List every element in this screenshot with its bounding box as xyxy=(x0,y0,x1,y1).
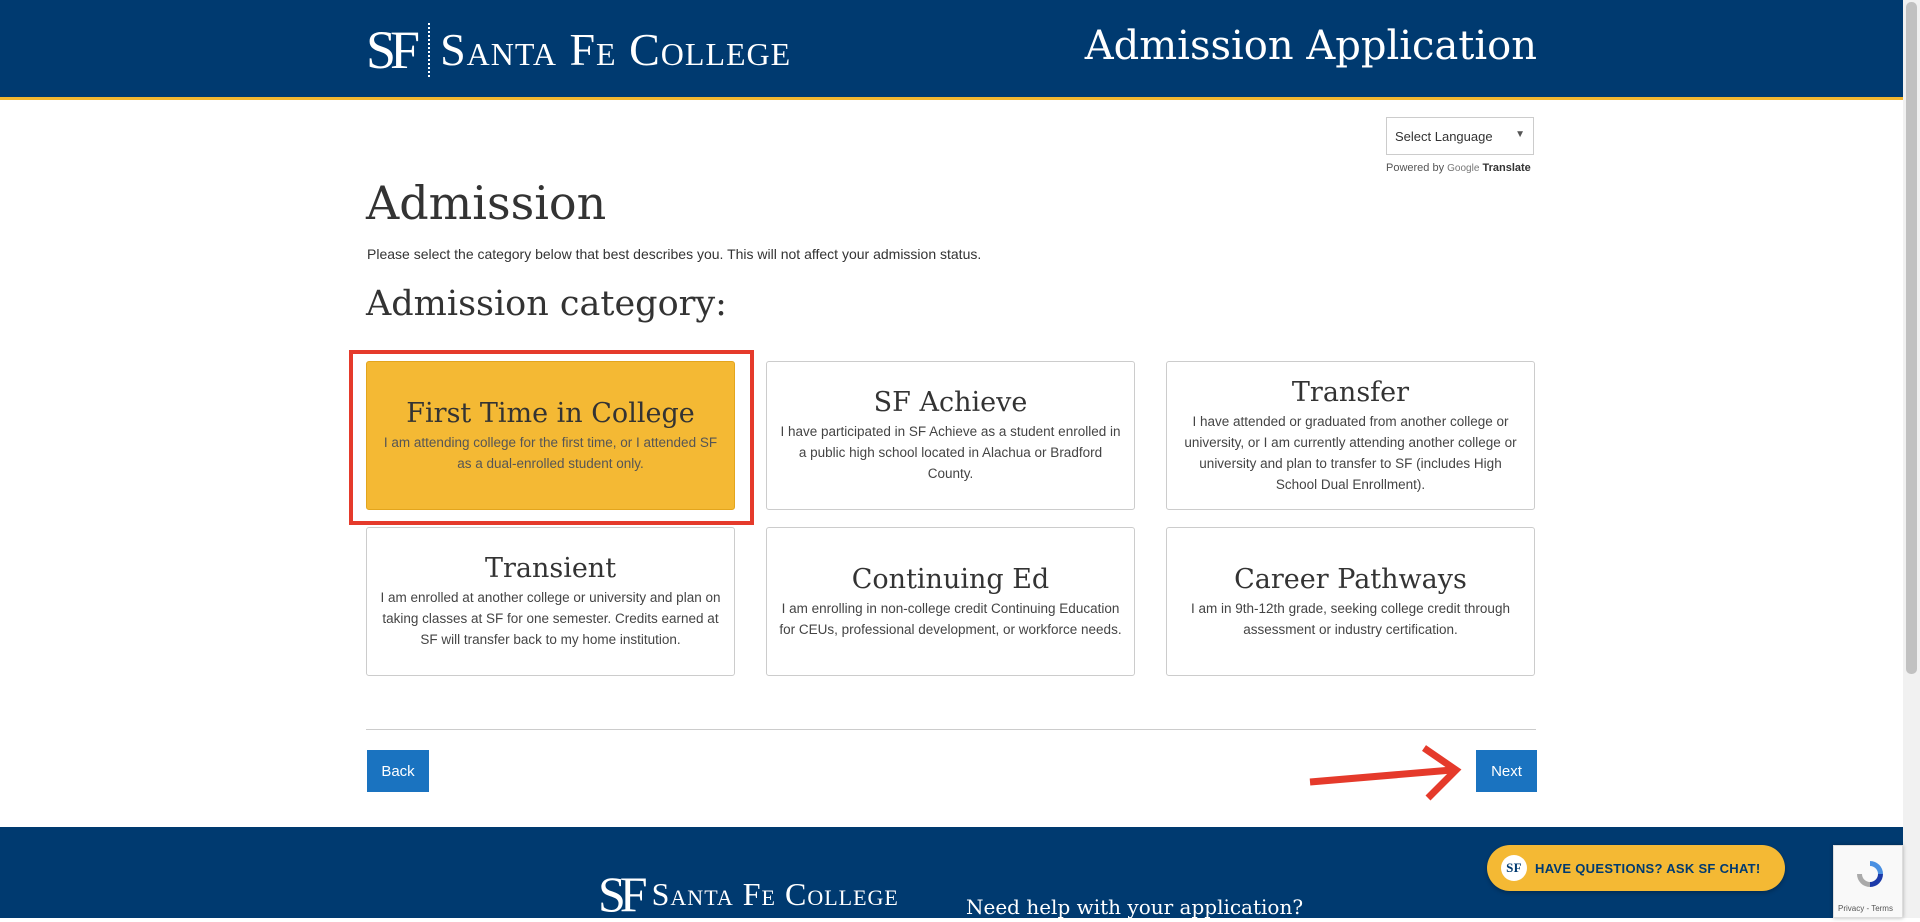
card-title: Career Pathways xyxy=(1234,563,1467,595)
card-description: I am in 9th-12th grade, seeking college credit through assessment or industry certification. xyxy=(1191,600,1510,637)
scrollbar-thumb[interactable] xyxy=(1906,2,1917,674)
logo-separator xyxy=(428,23,430,77)
category-card-sf-achieve[interactable] xyxy=(766,361,1135,510)
powered-by-text: Powered by xyxy=(1386,162,1445,174)
back-button[interactable]: Back xyxy=(367,750,429,792)
card-description: I have participated in SF Achieve as a student enrolled in a public high school located in Alachua or Bradford County. xyxy=(780,424,1121,481)
next-button[interactable]: Next xyxy=(1476,750,1537,792)
language-select-label: Select Language xyxy=(1395,129,1493,144)
card-title: Transfer xyxy=(1291,376,1410,408)
footer-logo[interactable] xyxy=(598,866,899,922)
footer-help-heading: Need help with your application? xyxy=(966,895,1304,919)
page-scrollbar[interactable] xyxy=(1903,0,1920,918)
card-description: I am enrolling in non-college credit Continuing Education for CEUs, professional development, or workforce needs. xyxy=(779,600,1122,637)
form-divider xyxy=(366,729,1536,730)
logo-mark: SF xyxy=(366,20,415,80)
chat-button[interactable] xyxy=(1487,845,1785,891)
card-description: I am enrolled at another college or university and plan on taking classes at SF for one semester. Credits earned at SF will transfer back to my home institution. xyxy=(380,590,721,647)
chevron-down-icon: ▼ xyxy=(1515,129,1525,140)
section-subtitle: Admission category: xyxy=(366,284,727,324)
card-title: Transient xyxy=(484,553,617,584)
card-description: I am attending college for the first time, or I attended SF as a dual-enrolled student only. xyxy=(383,434,718,471)
card-title: Continuing Ed xyxy=(851,563,1050,595)
category-card-transfer[interactable] xyxy=(1166,361,1535,510)
language-select[interactable] xyxy=(1386,117,1534,155)
category-card-transient[interactable] xyxy=(366,527,735,676)
recaptcha-links[interactable]: Privacy - Terms xyxy=(1838,904,1893,913)
page-title: Admission xyxy=(366,176,607,230)
translate-text: Translate xyxy=(1482,162,1531,174)
category-card-career-pathways[interactable] xyxy=(1166,527,1535,676)
annotation-arrow-icon xyxy=(1306,742,1466,802)
footer-logo-text: Santa Fe College xyxy=(651,876,899,912)
sf-chat-icon: SF xyxy=(1501,855,1527,881)
category-card-continuing-ed[interactable] xyxy=(766,527,1135,676)
annotation-highlight-box xyxy=(349,350,754,525)
recaptcha-icon xyxy=(1854,858,1886,890)
card-description: I have attended or graduated from another college or university, or I am currently attending another college or university and plan to transfer to SF (includes High School Dual Enrollment). xyxy=(1184,413,1517,492)
intro-text: Please select the category below that best describes you. This will not affect your admission status. xyxy=(367,246,982,262)
logo-text: Santa Fe College xyxy=(440,24,792,75)
footer-logo-mark: SF xyxy=(598,866,642,922)
card-title: SF Achieve xyxy=(873,387,1028,418)
recaptcha-badge[interactable] xyxy=(1833,845,1903,918)
google-logo[interactable]: Google xyxy=(1447,163,1480,174)
card-title: First Time in College xyxy=(406,397,695,429)
powered-by-google-translate xyxy=(1386,162,1531,174)
header-title: Admission Application xyxy=(1084,23,1537,69)
santa-fe-college-logo[interactable] xyxy=(366,20,791,80)
site-header xyxy=(0,0,1903,100)
chat-button-label: HAVE QUESTIONS? ASK SF CHAT! xyxy=(1535,860,1761,876)
